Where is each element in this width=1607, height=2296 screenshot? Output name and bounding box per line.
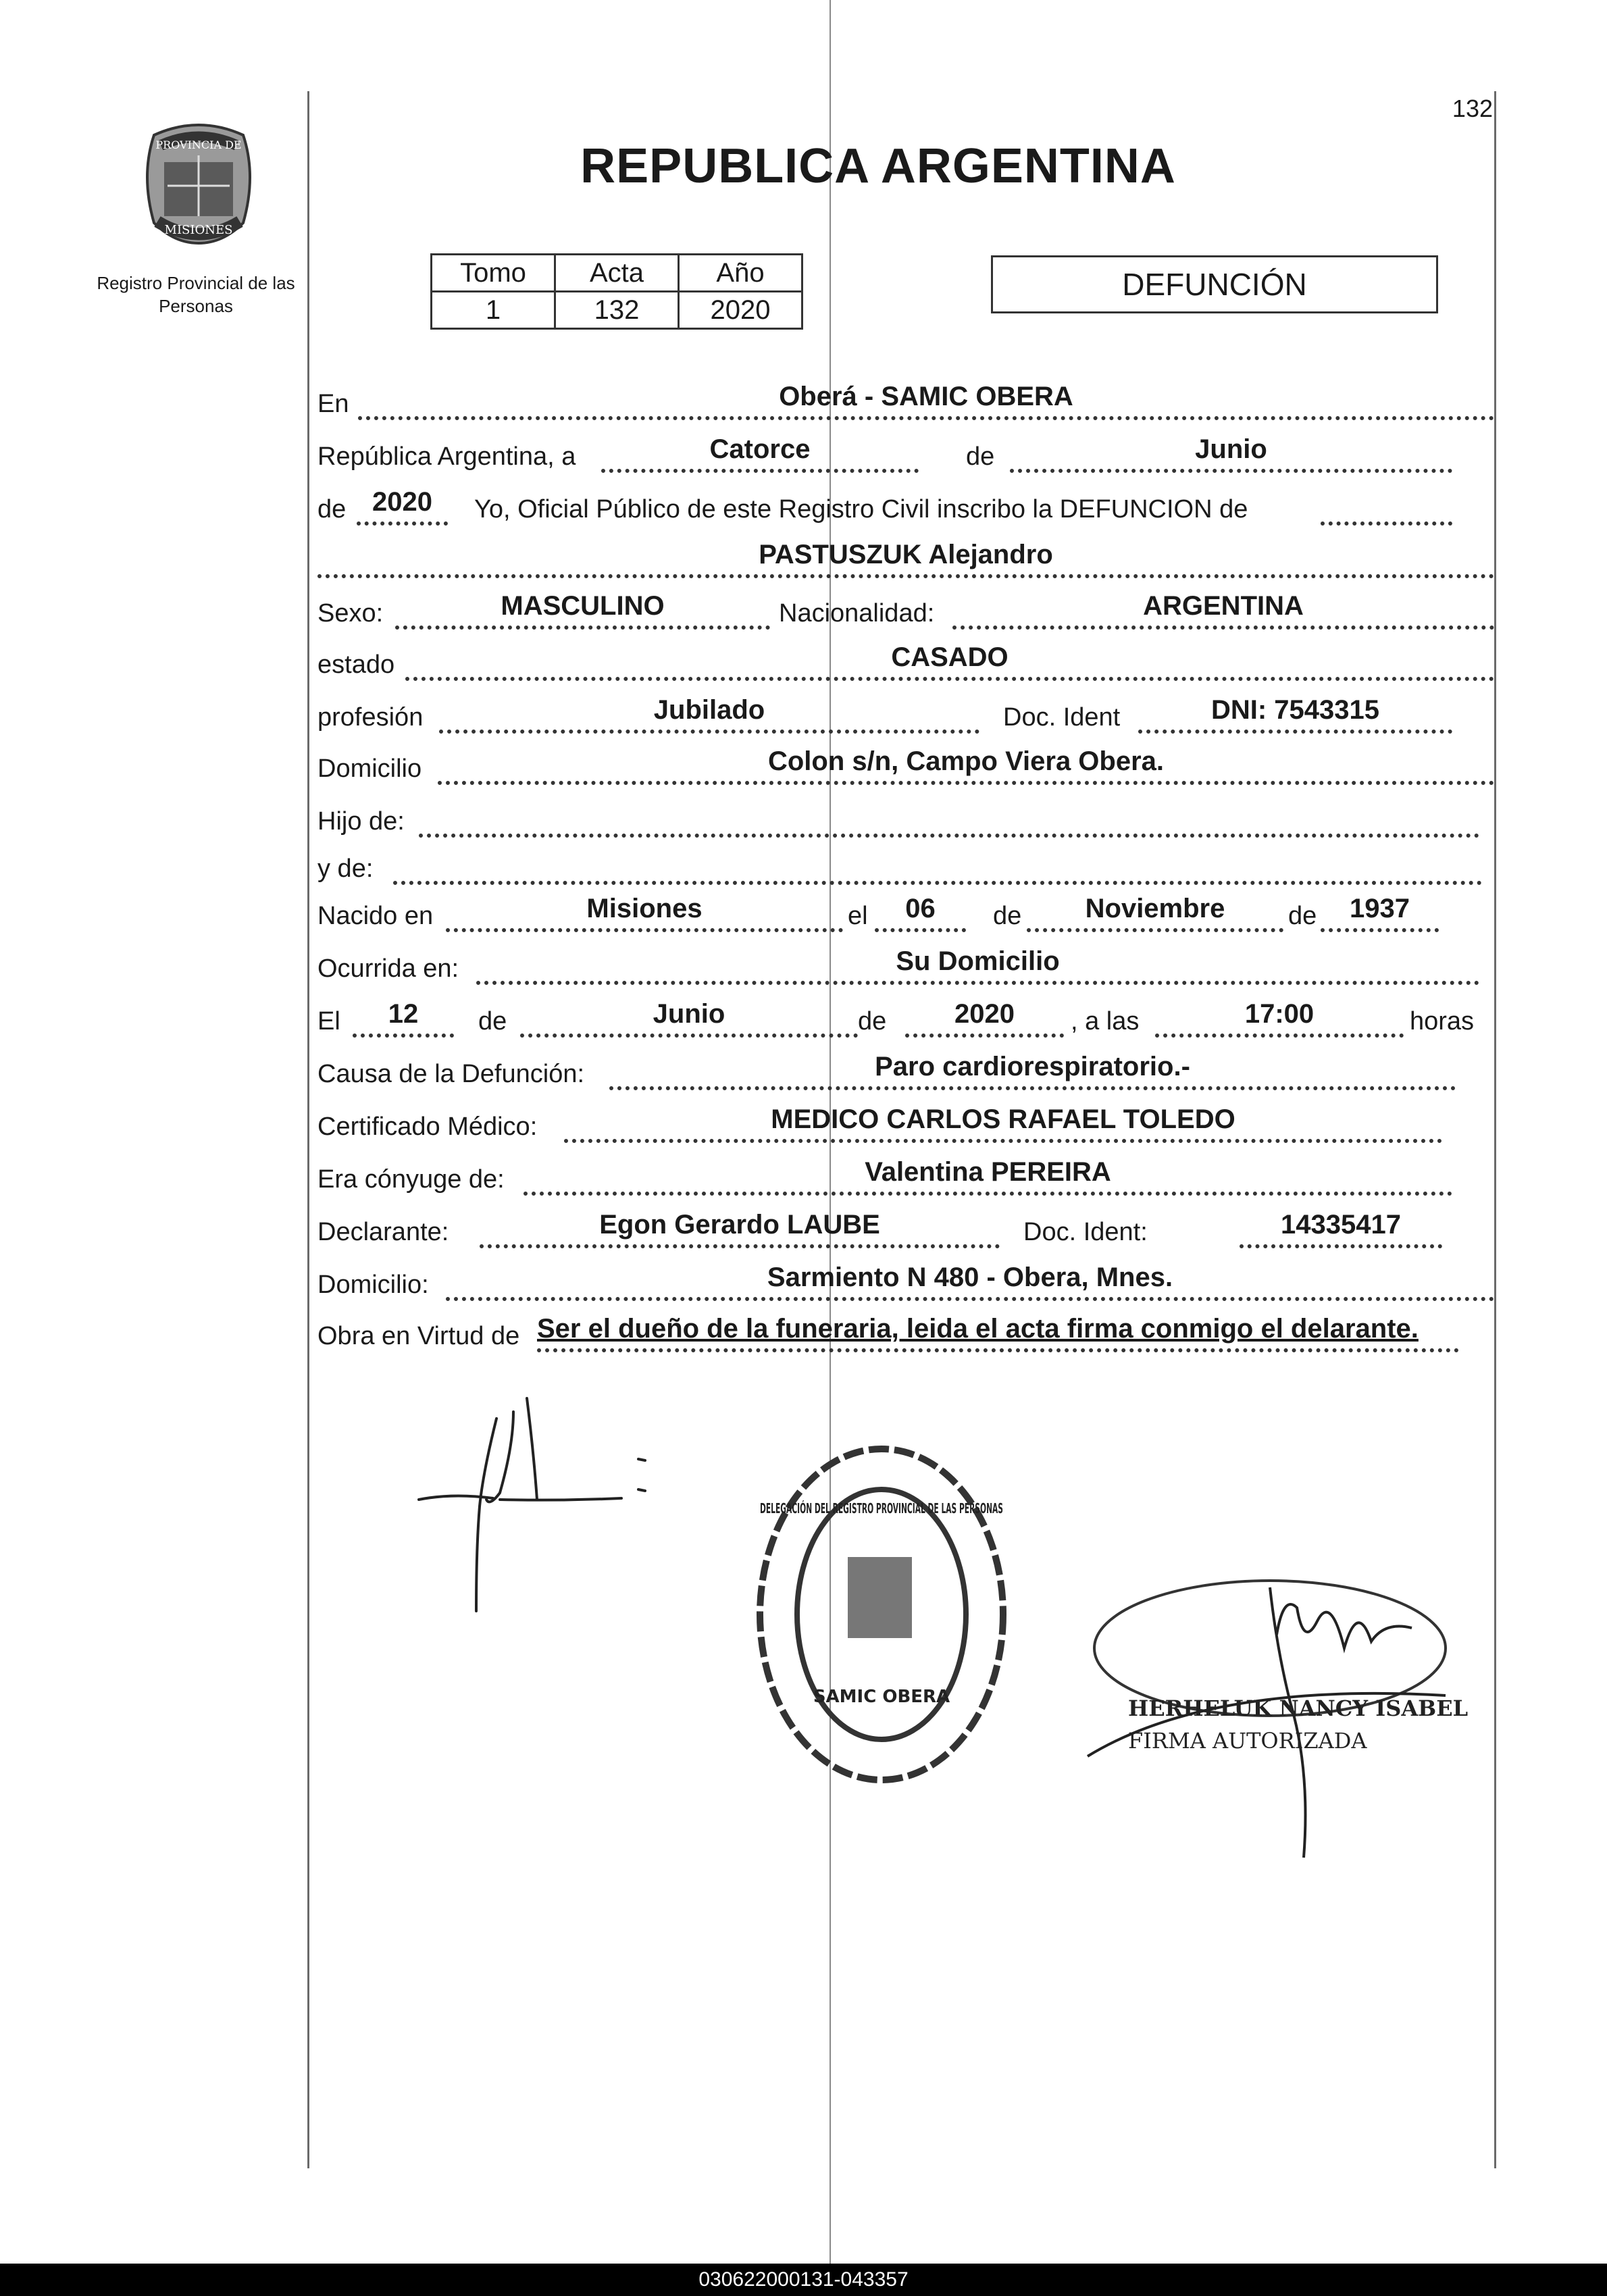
line-profesion — [317, 692, 1494, 739]
left-margin-line — [307, 91, 309, 2168]
day-field[interactable]: Catorce — [601, 434, 919, 473]
statement-blank[interactable] — [1321, 486, 1452, 526]
declarante-doc-label: Doc. Ident: — [1023, 1218, 1148, 1246]
certificado-field[interactable]: MEDICO CARLOS RAFAEL TOLEDO — [564, 1104, 1442, 1143]
svg-text:DELEGACIÓN DEL REGISTRO PROVIN: DELEGACIÓN DEL REGISTRO PROVINCIAL DE LAS PERSONAS — [760, 1500, 1003, 1516]
republica-label: República Argentina, a — [317, 442, 576, 471]
header-acta: Acta — [555, 255, 679, 292]
line-causa — [317, 1048, 1494, 1096]
svg-text:SAMIC OBERA: SAMIC OBERA — [813, 1687, 950, 1707]
alas-label: , a las — [1071, 1007, 1140, 1036]
record-table — [430, 253, 803, 330]
line-yde — [317, 843, 1494, 890]
line-estado — [317, 639, 1494, 686]
ocurrida-field[interactable]: Su Domicilio — [476, 946, 1479, 985]
el-date-label: El — [317, 1007, 340, 1036]
province-seal-logo — [127, 108, 270, 251]
estado-label: estado — [317, 650, 395, 679]
birth-day-field[interactable]: 06 — [875, 893, 966, 932]
certificado-label: Certificado Médico: — [317, 1113, 538, 1141]
svg-text:FIRMA AUTORIZADA: FIRMA AUTORIZADA — [1128, 1728, 1367, 1754]
domicilio-field[interactable]: Colon s/n, Campo Viera Obera. — [438, 746, 1494, 785]
svg-text:HERHELUK NANCY ISABEL: HERHELUK NANCY ISABEL — [1128, 1695, 1469, 1721]
footer-document-code: 030622000131-043357 — [0, 2264, 1607, 2296]
yde-field[interactable] — [393, 846, 1482, 885]
authorized-signature — [1074, 1567, 1486, 1864]
header-tomo: Tomo — [432, 255, 555, 292]
nacido-label: Nacido en — [317, 902, 434, 930]
estado-field[interactable]: CASADO — [405, 642, 1494, 681]
doc-ident-label: Doc. Ident — [1003, 703, 1121, 732]
page-number: 132 — [1452, 95, 1493, 122]
hijo-label: Hijo de: — [317, 807, 405, 836]
profesion-label: profesión — [317, 703, 424, 732]
death-day-field[interactable]: 12 — [353, 998, 454, 1038]
line-ocurrida — [317, 943, 1494, 990]
domicilio-label: Domicilio — [317, 755, 422, 783]
line-year — [317, 484, 1494, 531]
value-acta: 132 — [555, 292, 679, 329]
birth-month-field[interactable]: Noviembre — [1027, 893, 1283, 932]
ocurrida-label: Ocurrida en: — [317, 954, 459, 983]
year-field[interactable]: 2020 — [357, 486, 448, 526]
hijo-field[interactable] — [419, 798, 1479, 838]
nacionalidad-field[interactable]: ARGENTINA — [952, 590, 1494, 630]
line-el — [317, 996, 1494, 1043]
month-field[interactable]: Junio — [1010, 434, 1452, 473]
line-nacido — [317, 890, 1494, 938]
right-margin-line — [1494, 91, 1496, 2168]
death-year-field[interactable]: 2020 — [905, 998, 1064, 1038]
official-stamp — [746, 1439, 1017, 1790]
value-tomo: 1 — [432, 292, 555, 329]
line-en — [317, 378, 1494, 426]
en-label: En — [317, 390, 349, 418]
line-declarante — [317, 1206, 1494, 1254]
obra-label: Obra en Virtud de — [317, 1322, 520, 1350]
domicilio2-label: Domicilio: — [317, 1271, 429, 1299]
declarant-signature — [412, 1392, 682, 1614]
profesion-field[interactable]: Jubilado — [439, 694, 979, 734]
doc-ident-field[interactable]: DNI: 7543315 — [1138, 694, 1452, 734]
de2-label: de — [858, 1007, 887, 1036]
death-month-field[interactable]: Junio — [520, 998, 858, 1038]
domicilio2-field[interactable]: Sarmiento N 480 - Obera, Mnes. — [446, 1262, 1494, 1301]
line-name — [317, 536, 1494, 584]
de1-label: de — [478, 1007, 507, 1036]
conyuge-field[interactable]: Valentina PEREIRA — [524, 1156, 1452, 1196]
horas-label: horas — [1410, 1007, 1475, 1036]
de-month-label: de — [993, 902, 1022, 930]
causa-field[interactable]: Paro cardiorespiratorio.- — [609, 1051, 1456, 1090]
declarante-field[interactable]: Egon Gerardo LAUBE — [480, 1209, 1000, 1248]
line-republica — [317, 431, 1494, 478]
header-anio: Año — [679, 255, 802, 292]
page-title: REPUBLICA ARGENTINA — [580, 139, 1176, 193]
official-statement: Yo, Oficial Público de este Registro Civil inscribo la DEFUNCION de — [474, 495, 1248, 524]
de-label: de — [966, 442, 995, 471]
value-anio: 2020 — [679, 292, 802, 329]
svg-text:PROVINCIA DE: PROVINCIA DE — [155, 138, 242, 151]
svg-text:MISIONES: MISIONES — [164, 223, 233, 237]
birth-place-field[interactable]: Misiones — [446, 893, 843, 932]
line-hijo — [317, 796, 1494, 843]
sexo-field[interactable]: MASCULINO — [395, 590, 770, 630]
line-domicilio — [317, 743, 1494, 790]
en-field[interactable]: Oberá - SAMIC OBERA — [358, 381, 1494, 420]
line-sexo — [317, 588, 1494, 635]
el-label: el — [848, 902, 868, 930]
line-obra — [317, 1310, 1494, 1358]
registry-label: Registro Provincial de las Personas — [97, 273, 295, 316]
deceased-name-field[interactable]: PASTUSZUK Alejandro — [317, 539, 1494, 578]
declarante-doc-field[interactable]: 14335417 — [1240, 1209, 1442, 1248]
death-time-field[interactable]: 17:00 — [1155, 998, 1404, 1038]
causa-label: Causa de la Defunción: — [317, 1060, 585, 1088]
yde-label: y de: — [317, 854, 374, 883]
line-conyuge — [317, 1154, 1494, 1201]
de-year-label: de — [317, 495, 347, 524]
obra-field[interactable]: Ser el dueño de la funeraria, leida el acta firma conmigo el delarante. — [537, 1313, 1459, 1352]
record-type-box: DEFUNCIÓN — [991, 255, 1438, 313]
line-domicilio2 — [317, 1259, 1494, 1306]
conyuge-label: Era cónyuge de: — [317, 1165, 505, 1194]
sexo-label: Sexo: — [317, 599, 384, 628]
birth-year-field[interactable]: 1937 — [1321, 893, 1439, 932]
de-year2-label: de — [1288, 902, 1317, 930]
declarante-label: Declarante: — [317, 1218, 449, 1246]
line-certificado — [317, 1101, 1494, 1148]
nacionalidad-label: Nacionalidad: — [779, 599, 935, 628]
